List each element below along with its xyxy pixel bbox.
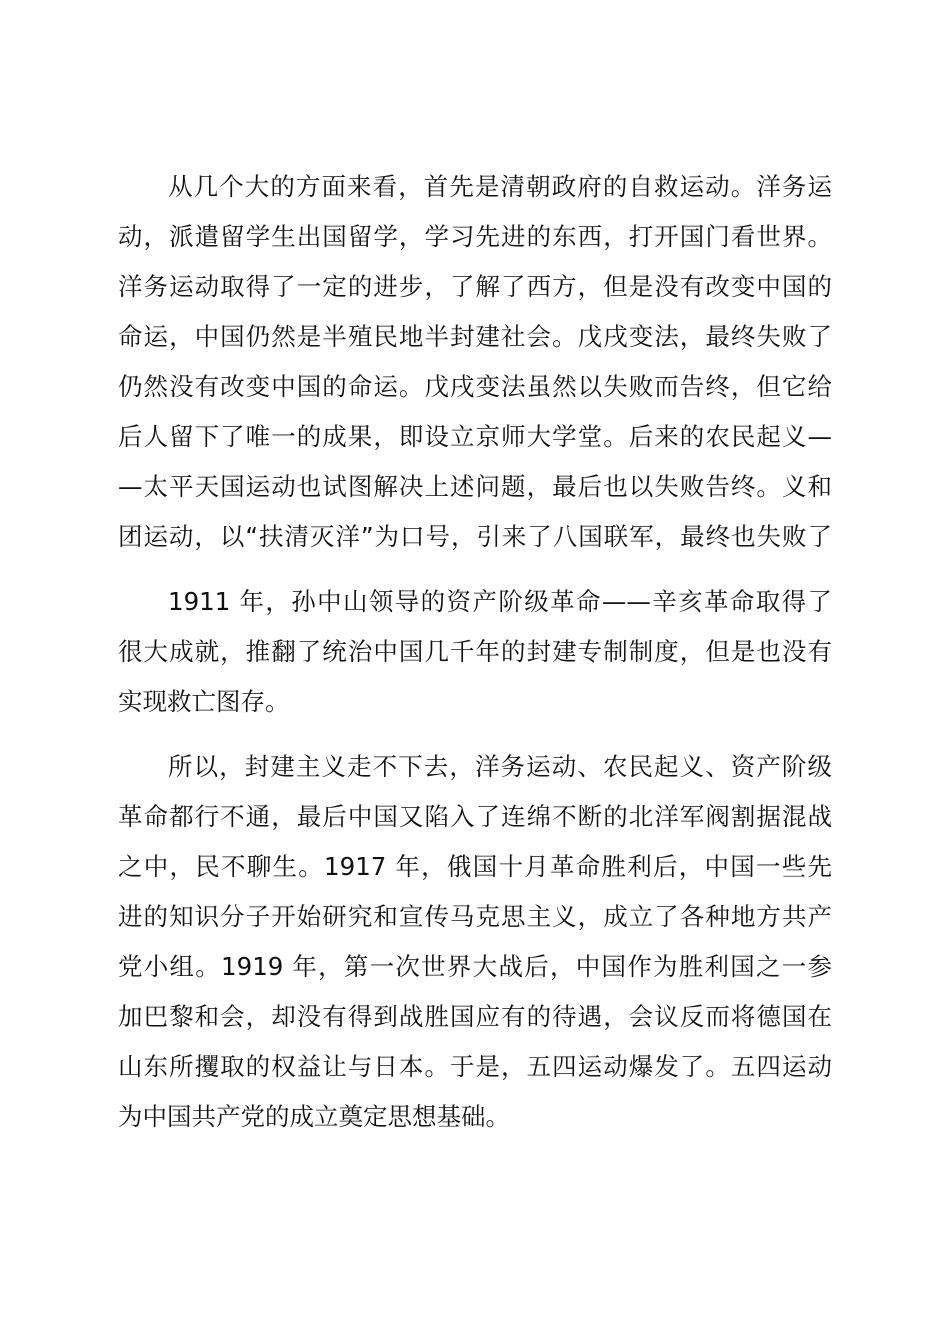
paragraph xyxy=(118,742,832,1142)
text-line: 之中，民不聊生。1917 年，俄国十月革命胜利后，中国一些先 xyxy=(118,852,832,881)
text-line: 进的知识分子开始研究和宣传马克思主义，成立了各种地方共产 xyxy=(118,902,832,931)
text-line: 革命都行不通，最后中国又陷入了连绵不断的北洋军阀割据混战 xyxy=(118,802,832,831)
text-line: 实现救亡图存。 xyxy=(118,687,290,716)
text-line: 从几个大的方面来看，首先是清朝政府的自救运动。洋务运 xyxy=(168,172,832,201)
text-line: 命运，中国仍然是半殖民地半封建社会。戊戌变法，最终失败了 xyxy=(118,322,832,351)
text-line: 仍然没有改变中国的命运。戊戌变法虽然以失败而告终，但它给 xyxy=(118,372,832,401)
text-line: 加巴黎和会，却没有得到战胜国应有的待遇，会议反而将德国在 xyxy=(118,1002,832,1031)
text-line: 所以，封建主义走不下去，洋务运动、农民起义、资产阶级 xyxy=(168,752,832,781)
text-line: 为中国共产党的成立奠定思想基础。 xyxy=(118,1102,510,1131)
paragraph xyxy=(118,577,832,727)
text-line: 山东所攫取的权益让与日本。于是，五四运动爆发了。五四运动 xyxy=(118,1052,832,1081)
text-line: 很大成就，推翻了统治中国几千年的封建专制制度，但是也没有 xyxy=(118,637,832,666)
text-line: 洋务运动取得了一定的进步，了解了西方，但是没有改变中国的 xyxy=(118,272,832,301)
text-line: 动，派遣留学生出国留学，学习先进的东西，打开国门看世界。 xyxy=(118,222,832,251)
text-line: 后人留下了唯一的成果，即设立京师大学堂。后来的农民起义— xyxy=(118,422,832,451)
paragraph xyxy=(118,162,832,562)
text-line: —太平天国运动也试图解决上述问题，最后也以失败告终。义和 xyxy=(118,472,832,501)
text-line: 1911 年，孙中山领导的资产阶级革命——辛亥革命取得了 xyxy=(168,587,832,616)
text-line: 党小组。1919 年，第一次世界大战后，中国作为胜利国之一参 xyxy=(118,952,832,981)
text-line: 团运动，以“扶清灭洋”为口号，引来了八国联军，最终也失败了 xyxy=(118,522,832,551)
document-page xyxy=(118,162,832,1157)
